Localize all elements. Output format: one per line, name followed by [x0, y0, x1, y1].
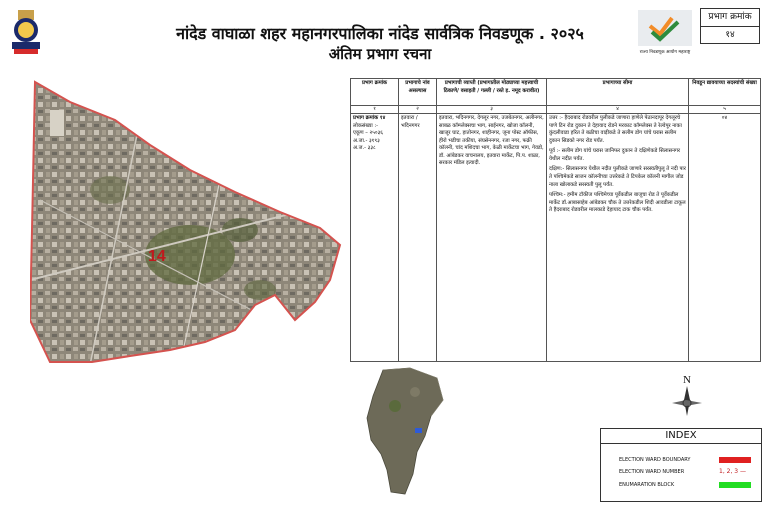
ward-name-cell: इतवारा / भदिनगगर [399, 114, 437, 362]
boundary-west: पश्चिम:- हमीम टॉकीज पश्चिमेच्या पूर्वेकडील बाजूचा रोड ते पूर्वेकडील मार्केट डॉ.आबासाहेब आंबेडकर चौक ते उत्तरेकडील शिदी आवडीला टाकूल ते हैदराबाद रोडवरील मालकाडे देहायाद टाक चौक पर्यंत. [549, 192, 686, 214]
ward-box-label: प्रभाग क्रमांक [701, 9, 759, 27]
population-sc: अ.जा.- ३१९३ [353, 137, 380, 144]
population-st: अ.ज.- ३३८ [353, 145, 376, 152]
column-number: ४ [547, 106, 689, 114]
header-ward-name: प्रभागाचे नांव असल्यास [399, 79, 437, 106]
boundary-north: उत्तर :- हैदराबाद रोडवरील पुलीकडे जाणारा हाणेले पेठानदापूर देगलूरचे पाणे टिन रोड दुकान ते देहायाद रोडने मरकाट कॉम्प्लेक्स ते रेल्वेपूर नाका कुंदलीवाडा हरित ते बळीचा वाड़ीकडे ते सलीम डोग यांचे घरास सलीम दुकान सिडको नगर रोड पर्यंत. [549, 115, 682, 144]
ward-title: प्रभाग क्रमांक १४ [353, 115, 386, 122]
legend-swatch-boundary [719, 457, 751, 463]
legend-label-enumeration-block: ENUMARATION BLOCK [619, 482, 675, 488]
page-title: नांदेड वाघाळा शहर महानगरपालिका नांदेड सार्वत्रिक निवडणूक . २०२५ [176, 24, 584, 43]
logo-caption: राज्य निवडणूक आयोग महाराष्ट्र [639, 50, 691, 55]
ward-extent-cell: इतवारा, भदिनगगर, देगलूर नगर, उजबेतनगर, अलीनगर, साबळ कॉम्प्लेक्सचा भाग, साईनगर, खोजा कॉलनी, खाजूर घाट, हातोनगर, शाहीनगर, जूना पोस्ट ऑफीस, हीरो भडीचा तकीया, संघसेननगर, रजा नगर, फक्री कॉलनी, चांद मशिदचा भाग, केळी मार्केटचा भाग, गेवडो, डॉ. आंबेडकर वाचनालय, इतवारा मार्केट, पि.प. शाळा, सरकार मंडिल इत्यादी. [437, 114, 547, 362]
ward-cell [351, 114, 399, 362]
legend-label-boundary: ELECTION WARD BOUNDARY [619, 457, 691, 463]
header-ward-boundaries: प्रभागाच्या सीमा [547, 79, 689, 106]
ward-number-box [700, 8, 760, 44]
north-arrow [672, 374, 702, 420]
boundary-south: दक्षिण:- सिलासनगर येथील नदीत पुलीकडे जाणारे सरस्वतीपुलू ते नदी पार ते पश्चिमेकडे साजन कॉलनीच्या उत्तरेकडे ते टिपकेल कॉलनी मागील जोड नाला खोलाकडे सरस्वती पुलू पर्यंत. [549, 166, 686, 188]
index-title: INDEX [601, 429, 761, 444]
ward-satellite-map [30, 80, 345, 365]
highlighted-ward-marker [415, 428, 422, 433]
column-number: २ [399, 106, 437, 114]
legend-label-ward-number: ELECTION WARD NUMBER [619, 469, 685, 475]
city-locator-minimap [365, 366, 445, 496]
tick-mark-icon [638, 10, 692, 46]
election-commission-logo [638, 10, 692, 62]
ward-number-label: 14 [148, 248, 166, 265]
column-number: १ [351, 106, 399, 114]
column-number: ५ [689, 106, 761, 114]
legend-sample-ward-number: 1, 2, 3 — [719, 468, 746, 475]
municipal-emblem-logo [8, 8, 44, 56]
header-members-count: निवडून द्यावयाच्या सदस्यांची संख्या [689, 79, 761, 106]
members-cell: ०४ [689, 114, 761, 362]
map-index-legend [600, 428, 762, 502]
ward-box-number: १४ [725, 30, 735, 40]
boundary-east: पूर्व :- सलीम डोग यांचे घरास जानिफर दुकान ते दक्षिणेकडे सिलासनगर येथील नदीत पर्यंत. [549, 148, 681, 162]
north-label: N [683, 374, 691, 386]
table-row [351, 114, 761, 362]
population-label: लोकसंख्या :- [353, 122, 379, 129]
legend-swatch-enumeration-block [719, 482, 751, 488]
compass-icon [672, 386, 702, 418]
header-ward-extent: प्रभागाची व्याप्ती (प्रभागातील मोठ्याच्या महत्त्वाची ठिकाणे/ वसाहती / गल्ली / रस्ते इ. नमूद करावीत) [437, 79, 547, 106]
ward-boundaries-cell [547, 114, 689, 362]
header-ward-number: प्रभाग क्रमांक [351, 79, 399, 106]
ward-description-table [350, 78, 761, 362]
population-total: एकूण – २५०३६ [353, 130, 383, 137]
column-number: ३ [437, 106, 547, 114]
page-subtitle: अंतिम प्रभाग रचना [328, 45, 432, 63]
